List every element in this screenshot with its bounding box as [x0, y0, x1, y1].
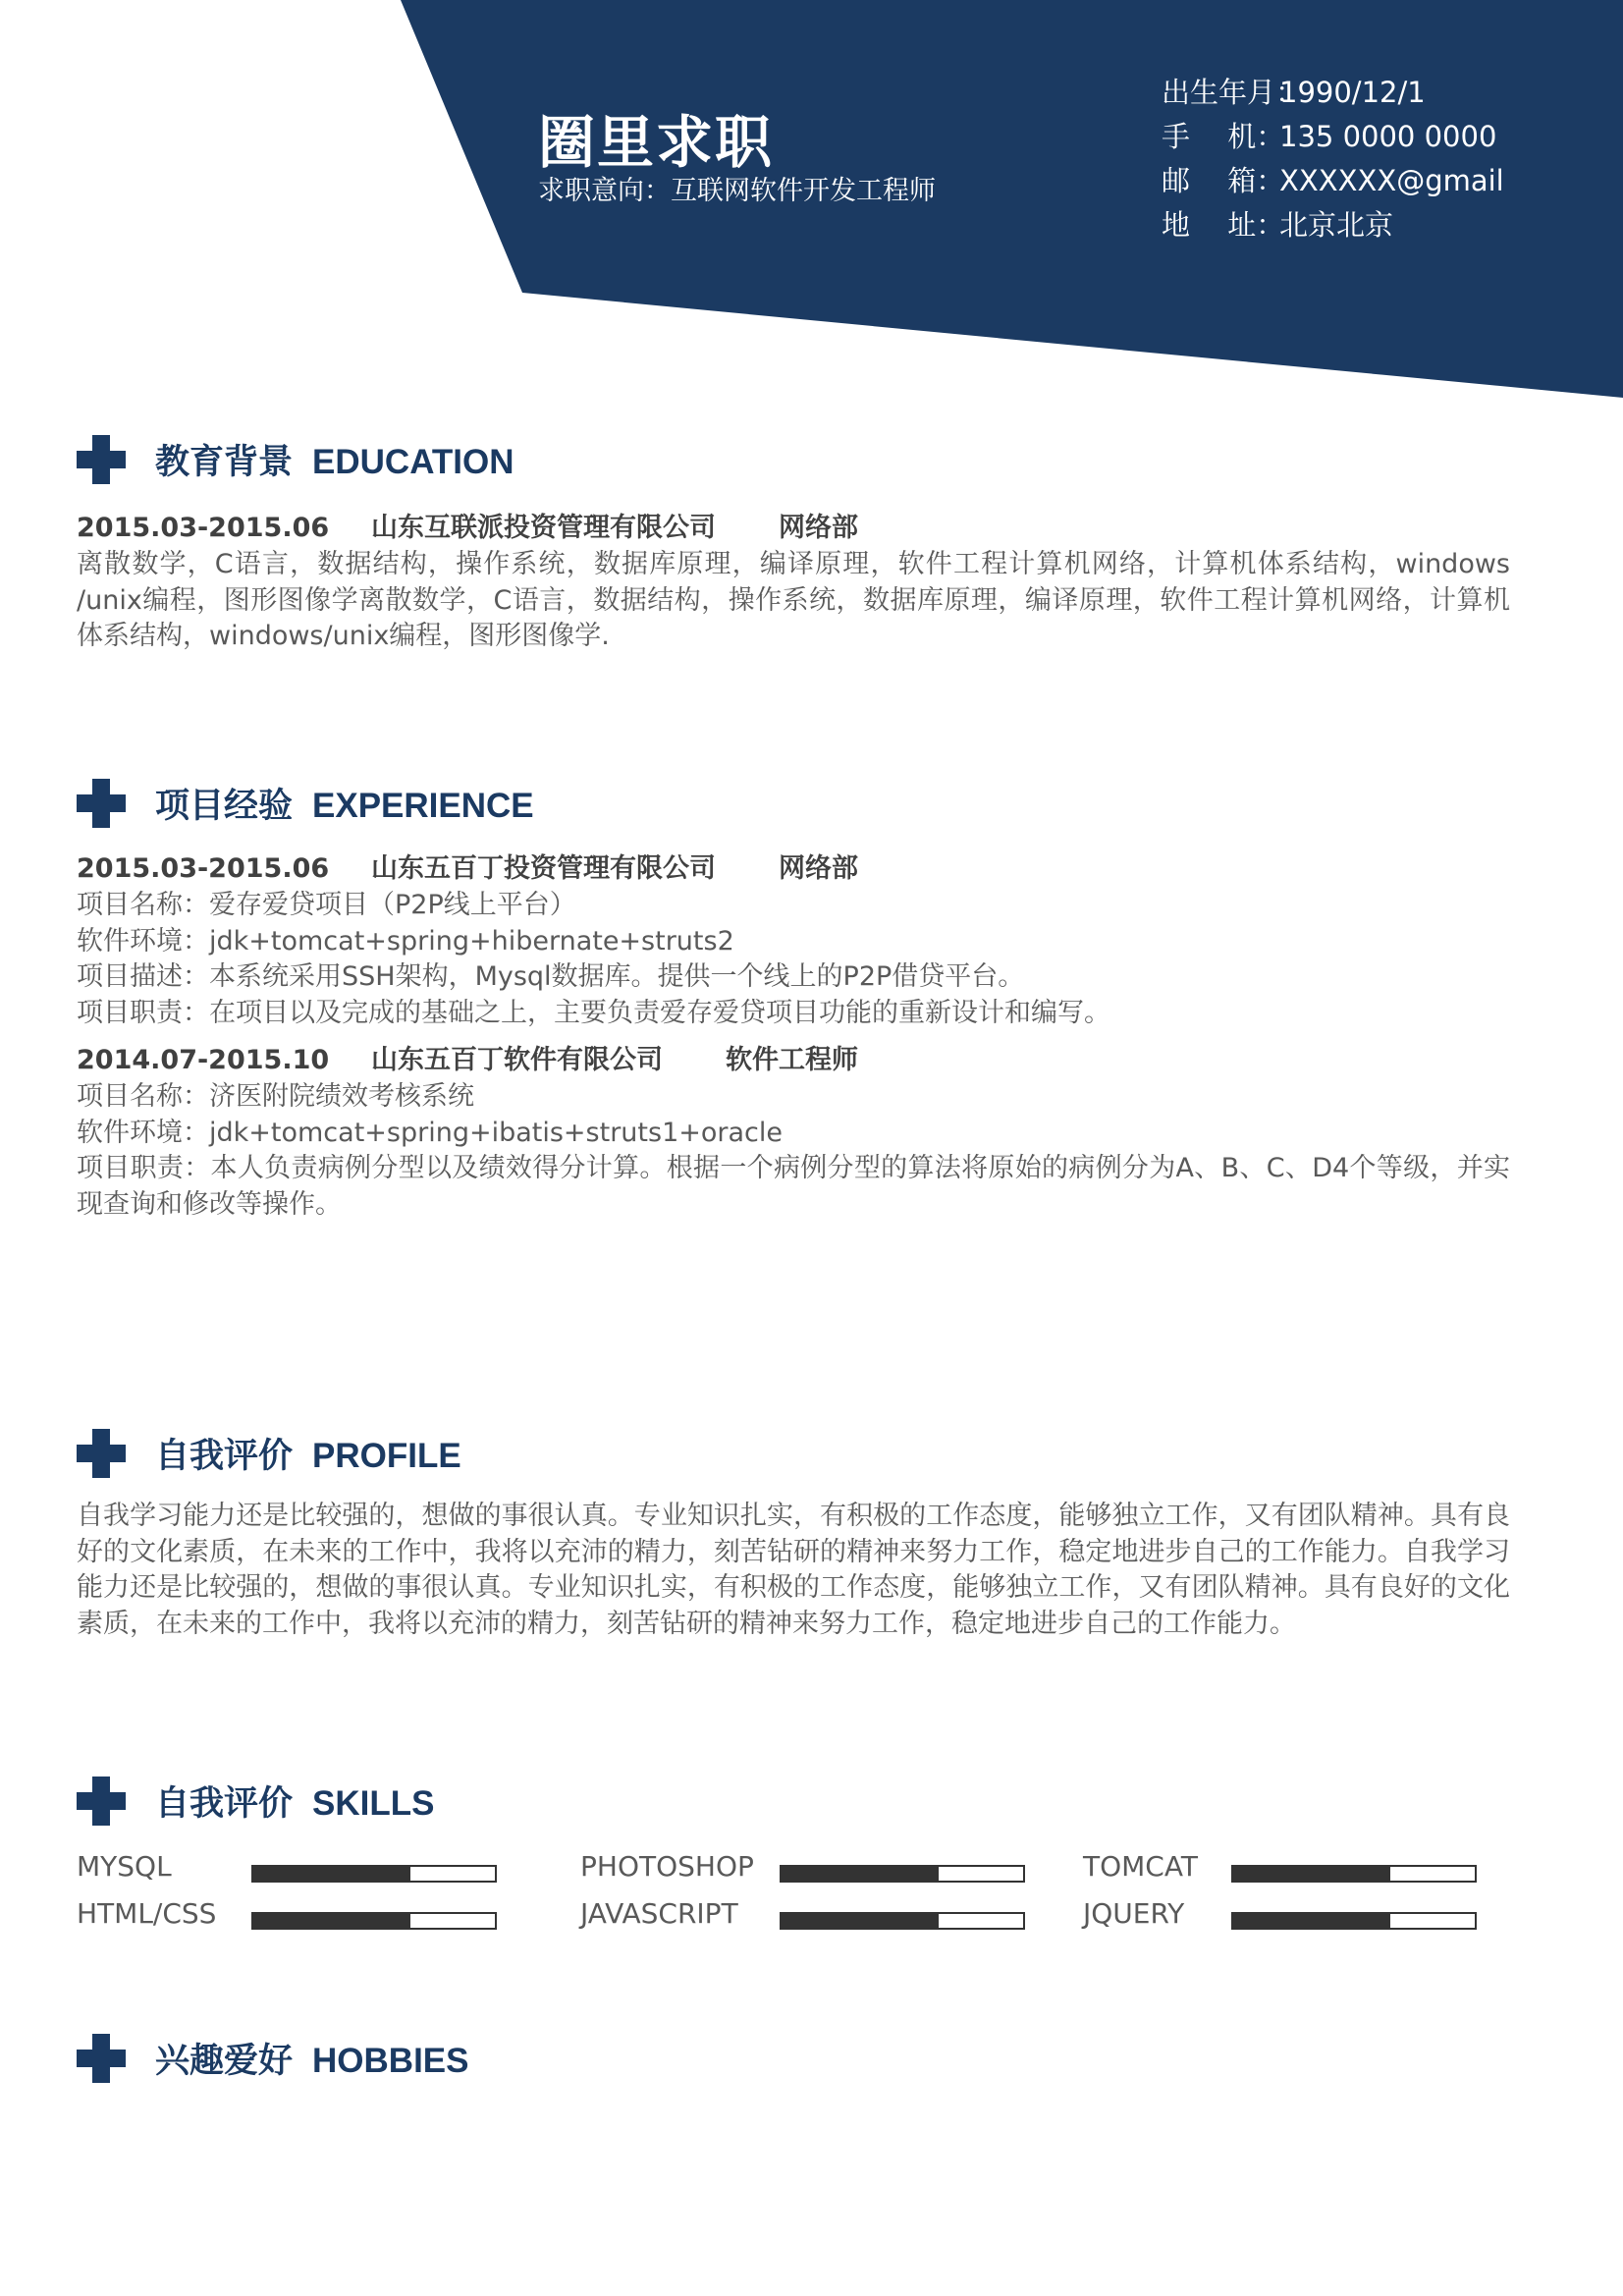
entry-date: 2014.07-2015.10: [77, 1045, 330, 1075]
project-name: 项目名称：爱存爱贷项目（P2P线上平台）: [77, 890, 576, 920]
entry-dept: 软件工程师: [726, 1045, 858, 1075]
profile-block: [77, 1499, 1510, 1642]
info-value: 北京北京: [1279, 208, 1394, 242]
section-title: [155, 2034, 468, 2083]
skill-bar: [251, 1912, 497, 1930]
info-phone: [1162, 115, 1504, 159]
section-title: [155, 779, 534, 828]
section-title: [155, 1777, 434, 1826]
info-value: XXXXXX@gmail: [1279, 164, 1504, 197]
entry-dept: 网络部: [779, 853, 858, 884]
skill-bar: [1231, 1912, 1477, 1930]
skill-fill: [1233, 1867, 1390, 1881]
section-title-en: HOBBIES: [312, 2042, 469, 2080]
entry-dept: 网络部: [779, 513, 858, 543]
skill-item: [77, 1848, 509, 1886]
entry-header: [77, 511, 1510, 547]
project-environment: 软件环境：jdk+tomcat+spring+hibernate+struts2: [77, 925, 734, 957]
info-label: 手 机：: [1162, 120, 1285, 153]
entry-date: 2015.03-2015.06: [77, 853, 330, 884]
experience-entry-2: [77, 1043, 1510, 1223]
skill-bar: [780, 1865, 1025, 1883]
section-title-en: EXPERIENCE: [312, 787, 534, 825]
job-intent: 求职意向：互联网软件开发工程师: [538, 176, 936, 206]
info-email: [1162, 159, 1504, 203]
entry-company: 山东互联派投资管理有限公司: [371, 513, 716, 543]
project-name: 项目名称：济医附院绩效考核系统: [77, 1081, 474, 1112]
cross-icon: [77, 779, 126, 828]
skill-name: JAVASCRIPT: [580, 1897, 738, 1930]
skill-fill: [253, 1867, 410, 1881]
skill-item: [580, 1895, 1032, 1933]
skill-name: JQUERY: [1083, 1897, 1185, 1930]
info-label: 邮 箱：: [1162, 164, 1285, 197]
section-title-en: EDUCATION: [312, 443, 514, 481]
info-label: 地 址：: [1162, 208, 1285, 242]
skill-fill: [782, 1867, 939, 1881]
skill-name: PHOTOSHOP: [580, 1850, 754, 1883]
skill-name: TOMCAT: [1083, 1850, 1198, 1883]
skill-item: [1083, 1895, 1486, 1933]
skill-item: [580, 1848, 1032, 1886]
skill-name: HTML/CSS: [77, 1897, 217, 1930]
entry-header: [77, 1043, 1510, 1079]
contact-info: [1162, 71, 1504, 247]
section-title: [155, 435, 514, 484]
section-title: [155, 1429, 461, 1478]
skill-fill: [1233, 1914, 1390, 1928]
project-environment: 软件环境：jdk+tomcat+spring+ibatis+struts1+oracle: [77, 1117, 783, 1148]
skill-bar: [780, 1912, 1025, 1930]
info-address: [1162, 203, 1504, 247]
cross-icon: [77, 2034, 126, 2083]
section-title-cn: 项目经验: [155, 787, 294, 826]
education-description: 离散数学，C语言，数据结构，操作系统，数据库原理，编译原理，软件工程计算机网络，计算机体系结构，windows /unix编程，图形图像学离散数学，C语言，数据结构，操作系统，数据库原理，编译原理，软件工程计算机网络，计算机体系结构，windows/unix编程，图形图像学.: [77, 549, 1510, 651]
info-value: 1990/12/1: [1279, 76, 1426, 109]
skill-item: [77, 1895, 509, 1933]
experience-entry-1: [77, 851, 1510, 1031]
section-title-cn: 兴趣爱好: [155, 2042, 294, 2081]
education-entry: [77, 511, 1510, 655]
candidate-name: 圈里求职: [538, 109, 775, 176]
section-title-cn: 自我评价: [155, 1437, 294, 1476]
section-hobbies: [77, 2031, 468, 2086]
project-duty: 项目职责：本人负责病例分型以及绩效得分计算。根据一个病例分型的算法将原始的病例分为A、B、C、D4个等级，并实现查询和修改等操作。: [77, 1153, 1510, 1220]
profile-text: 自我学习能力还是比较强的，想做的事很认真。专业知识扎实，有积极的工作态度，能够独立工作，又有团队精神。具有良好的文化素质，在未来的工作中，我将以充沛的精力，刻苦钻研的精神来努力工作，稳定地进步自己的工作能力。自我学习能力还是比较强的，想做的事很认真。专业知识扎实，有积极的工作态度，能够独立工作，又有团队精神。具有良好的文化素质，在未来的工作中，我将以充沛的精力，刻苦钻研的精神来努力工作，稳定地进步自己的工作能力。: [77, 1501, 1510, 1639]
cross-icon: [77, 435, 126, 484]
section-skills: [77, 1774, 434, 1829]
entry-date: 2015.03-2015.06: [77, 513, 330, 543]
entry-company: 山东五百丁投资管理有限公司: [371, 853, 716, 884]
cross-icon: [77, 1777, 126, 1826]
info-value: 135 0000 0000: [1279, 120, 1497, 153]
entry-header: [77, 851, 1510, 888]
skill-item: [1083, 1848, 1486, 1886]
section-title-cn: 自我评价: [155, 1784, 294, 1824]
section-title-cn: 教育背景: [155, 443, 294, 482]
skill-name: MYSQL: [77, 1850, 172, 1883]
section-profile: [77, 1426, 461, 1481]
project-duty: 项目职责：在项目以及完成的基础之上，主要负责爱存爱贷项目功能的重新设计和编写。: [77, 997, 1110, 1028]
entry-company: 山东五百丁软件有限公司: [371, 1045, 663, 1075]
info-label: 出生年月：: [1162, 76, 1305, 109]
cross-icon: [77, 1429, 126, 1478]
project-description: 项目描述：本系统采用SSH架构，Mysql数据库。提供一个线上的P2P借贷平台。: [77, 961, 1025, 992]
skill-fill: [253, 1914, 410, 1928]
section-education: [77, 432, 514, 487]
info-birth: [1162, 71, 1504, 115]
section-experience: [77, 776, 534, 831]
skill-fill: [782, 1914, 939, 1928]
skill-bar: [1231, 1865, 1477, 1883]
skill-bar: [251, 1865, 497, 1883]
section-title-en: PROFILE: [312, 1437, 461, 1475]
section-title-en: SKILLS: [312, 1784, 435, 1823]
